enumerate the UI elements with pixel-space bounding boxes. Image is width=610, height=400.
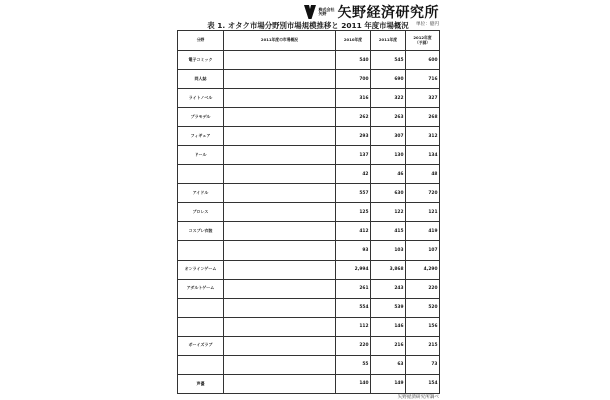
company-name: 矢野経済研究所 [337, 5, 439, 21]
header-fy2011: 2011年度 [371, 31, 406, 51]
fy2010-value: 220 [336, 336, 371, 355]
table-header-row [178, 31, 440, 51]
fy2011-value: 690 [371, 70, 406, 89]
category-cell [178, 355, 224, 374]
fy2011-value: 545 [371, 51, 406, 70]
table-row [178, 108, 440, 127]
header-fy2012-line2: （予測） [414, 39, 431, 45]
market-size-table [177, 30, 440, 394]
table-row [178, 374, 440, 393]
fy2012-value: 215 [406, 336, 440, 355]
fy2012-value: 327 [406, 89, 440, 108]
fy2011-value: 103 [371, 241, 406, 260]
title-row [177, 20, 439, 30]
overview-cell [224, 108, 336, 127]
document-page [177, 0, 439, 400]
table-row [178, 317, 440, 336]
fy2010-value: 412 [336, 222, 371, 241]
fy2011-value: 130 [371, 146, 406, 165]
source-note: 矢野経済研究所調べ [397, 395, 439, 400]
overview-cell [224, 70, 336, 89]
fy2010-value: 112 [336, 317, 371, 336]
fy2011-value: 539 [371, 298, 406, 317]
category-cell: プロレス [178, 203, 224, 222]
header-category: 分野 [178, 31, 224, 51]
overview-cell [224, 165, 336, 184]
fy2011-value: 263 [371, 108, 406, 127]
category-cell [178, 165, 224, 184]
fy2011-value: 216 [371, 336, 406, 355]
fy2010-value: 2,994 [336, 260, 371, 279]
fy2010-value: 557 [336, 184, 371, 203]
logo-small-text [319, 8, 335, 17]
table-row [178, 203, 440, 222]
fy2012-value: 107 [406, 241, 440, 260]
fy2012-value: 520 [406, 298, 440, 317]
table-row [178, 70, 440, 89]
overview-cell [224, 184, 336, 203]
table-row [178, 89, 440, 108]
header-fy2012 [406, 31, 440, 51]
table-row [178, 298, 440, 317]
fy2012-value: 73 [406, 355, 440, 374]
table-row [178, 336, 440, 355]
fy2010-value: 42 [336, 165, 371, 184]
fy2011-value: 149 [371, 374, 406, 393]
document-title: 表 1. オタク市場分野別市場規模推移と 2011 年度市場概況 [207, 21, 409, 30]
fy2011-value: 3,868 [371, 260, 406, 279]
overview-cell [224, 51, 336, 70]
fy2010-value: 554 [336, 298, 371, 317]
fy2012-value: 716 [406, 70, 440, 89]
fy2011-value: 415 [371, 222, 406, 241]
overview-cell [224, 89, 336, 108]
fy2012-value: 312 [406, 127, 440, 146]
company-logo [304, 2, 440, 22]
category-cell: フィギュア [178, 127, 224, 146]
fy2011-value: 322 [371, 89, 406, 108]
table-row [178, 165, 440, 184]
overview-cell [224, 374, 336, 393]
fy2012-value: 220 [406, 279, 440, 298]
fy2010-value: 93 [336, 241, 371, 260]
fy2012-value: 600 [406, 51, 440, 70]
category-cell: 電子コミック [178, 51, 224, 70]
header-fy2010: 2010年度 [336, 31, 371, 51]
table-row [178, 127, 440, 146]
overview-cell [224, 203, 336, 222]
fy2010-value: 55 [336, 355, 371, 374]
overview-cell [224, 317, 336, 336]
fy2010-value: 293 [336, 127, 371, 146]
fy2011-value: 630 [371, 184, 406, 203]
fy2012-value: 268 [406, 108, 440, 127]
fy2010-value: 316 [336, 89, 371, 108]
fy2012-value: 134 [406, 146, 440, 165]
header-overview: 2011年度の市場概況 [224, 31, 336, 51]
table-row [178, 222, 440, 241]
fy2011-value: 46 [371, 165, 406, 184]
fy2010-value: 262 [336, 108, 371, 127]
fy2011-value: 307 [371, 127, 406, 146]
category-cell [178, 298, 224, 317]
table-row [178, 355, 440, 374]
fy2011-value: 146 [371, 317, 406, 336]
fy2010-value: 125 [336, 203, 371, 222]
fy2011-value: 63 [371, 355, 406, 374]
overview-cell [224, 146, 336, 165]
table-body [178, 51, 440, 394]
overview-cell [224, 355, 336, 374]
overview-cell [224, 127, 336, 146]
fy2011-value: 243 [371, 279, 406, 298]
category-cell: ライトノベル [178, 89, 224, 108]
table-row [178, 51, 440, 70]
overview-cell [224, 241, 336, 260]
yano-logo-icon [304, 5, 316, 19]
fy2010-value: 540 [336, 51, 371, 70]
fy2012-value: 121 [406, 203, 440, 222]
category-cell: アイドル [178, 184, 224, 203]
category-cell [178, 317, 224, 336]
table-row [178, 279, 440, 298]
overview-cell [224, 222, 336, 241]
header-fy2012-line1: 2012年度 [413, 35, 432, 41]
overview-cell [224, 298, 336, 317]
fy2012-value: 48 [406, 165, 440, 184]
fy2010-value: 261 [336, 279, 371, 298]
fy2010-value: 137 [336, 146, 371, 165]
category-cell: プラモデル [178, 108, 224, 127]
category-cell: アダルトゲーム [178, 279, 224, 298]
overview-cell [224, 336, 336, 355]
table-row [178, 146, 440, 165]
category-cell: ドール [178, 146, 224, 165]
fy2010-value: 140 [336, 374, 371, 393]
table-row [178, 260, 440, 279]
category-cell: ボーイズラブ [178, 336, 224, 355]
table-row [178, 241, 440, 260]
fy2012-value: 419 [406, 222, 440, 241]
category-cell [178, 241, 224, 260]
overview-cell [224, 279, 336, 298]
category-cell: 同人誌 [178, 70, 224, 89]
unit-note: 単位：億円 [416, 22, 439, 27]
category-cell: 声優 [178, 374, 224, 393]
logo-top-line: 株式会社 [318, 6, 335, 12]
fy2012-value: 156 [406, 317, 440, 336]
fy2012-value: 720 [406, 184, 440, 203]
logo-bottom-line: 矢野 [318, 11, 327, 16]
category-cell: コスプレ衣装 [178, 222, 224, 241]
fy2012-value: 154 [406, 374, 440, 393]
fy2012-value: 4,290 [406, 260, 440, 279]
category-cell: オンラインゲーム [178, 260, 224, 279]
overview-cell [224, 260, 336, 279]
table-row [178, 184, 440, 203]
fy2011-value: 122 [371, 203, 406, 222]
fy2010-value: 700 [336, 70, 371, 89]
